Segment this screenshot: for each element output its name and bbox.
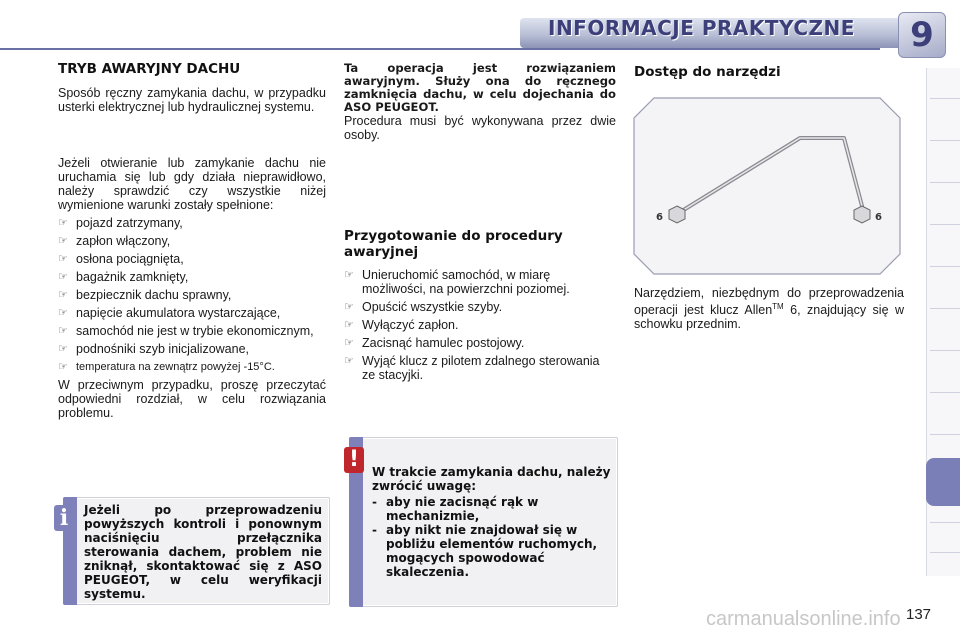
warning-box-title: W trakcie zamykania dachu, należy zwrócić uwagę: [372, 465, 611, 493]
warning-icon: ! [344, 447, 364, 473]
page-number: 137 [906, 606, 932, 623]
list-item: ☞ podnośniki szyb inicjalizowane, [58, 342, 250, 356]
emergency-warning-text: Ta operacja jest rozwiązaniem awaryjnym. Służy ona do ręcznego zamknięcia dachu, w celu dojechania do ASO PEUGEOT. [344, 61, 616, 114]
pointer-icon: ☞ [58, 289, 68, 301]
list-item: ☞ osłona pociągnięta, [58, 252, 184, 266]
caption-text-end: 6, znajdujący się w schowku przednim. [634, 303, 904, 332]
heading-preparation: Przygotowanie do procedury awaryjnej [344, 228, 563, 260]
list-item: ☞ bezpiecznik dachu sprawny, [58, 288, 232, 302]
pointer-icon: ☞ [58, 307, 68, 319]
chapter-tab[interactable] [930, 434, 960, 435]
list-item: ☞ zapłon włączony, [58, 234, 171, 248]
list-item: ☞ bagażnik zamknięty, [58, 270, 189, 284]
section-title: INFORMACJE PRAKTYCZNE [548, 16, 855, 40]
pointer-icon: ☞ [344, 319, 354, 331]
pointer-icon: ☞ [58, 361, 68, 373]
tool-caption [634, 286, 904, 331]
watermark: carmanualsonline.info [706, 608, 901, 630]
pointer-icon: ☞ [344, 355, 354, 367]
pointer-icon: ☞ [58, 217, 68, 229]
pointer-icon: ☞ [58, 271, 68, 283]
chapter-tab[interactable] [930, 98, 960, 99]
column-2 [344, 62, 616, 386]
chapter-tab[interactable] [930, 350, 960, 351]
pointer-icon: ☞ [58, 343, 68, 355]
list-item: ☞ Opuścić wszystkie szyby. [344, 300, 503, 314]
pointer-icon: ☞ [58, 325, 68, 337]
intro-paragraph: Sposób ręczny zamykania dachu, w przypadku usterki elektrycznej lub hydraulicznej systemu. [58, 86, 326, 114]
chapter-number: 9 [910, 15, 934, 55]
chapter-tab[interactable] [930, 392, 960, 393]
warning-item: - aby nie zacisnąć rąk w mechanizmie, [372, 495, 539, 523]
pointer-icon: ☞ [58, 253, 68, 265]
chapter-tab[interactable] [930, 552, 960, 553]
list-item: ☞ Zacisnąć hamulec postojowy. [344, 336, 525, 350]
figure-label: 6 [656, 212, 663, 223]
pointer-icon: ☞ [344, 337, 354, 349]
closing-paragraph: W przeciwnym przypadku, proszę przeczytać odpowiedni rozdział, w celu rozwiązania problemu. [58, 378, 326, 420]
conditions-list [58, 216, 326, 374]
heading-tool-access: Dostęp do narzędzi [634, 64, 781, 80]
list-item: ☞ samochód nie jest w trybie ekonomicznym, [58, 324, 314, 338]
caption-text: Narzędziem, niezbędnym do przeprowadzenia operacji jest klucz Allen [634, 286, 904, 318]
chapter-tab[interactable] [930, 308, 960, 309]
pointer-icon: ☞ [58, 235, 68, 247]
info-box-text: Jeżeli po przeprowadzeniu powyższych kontroli i ponownym naciśnięciu przełącznika sterowania dachem, problem nie zniknął, skontaktować się z ASO PEUGEOT, w celu weryfikacji systemu. [84, 503, 322, 601]
pointer-icon: ☞ [344, 269, 354, 281]
two-person-note: Procedura musi być wykonywana przez dwie osoby. [344, 114, 616, 142]
list-item: ☞ temperatura na zewnątrz powyżej -15°C. [58, 361, 275, 373]
conditions-paragraph: Jeżeli otwieranie lub zamykanie dachu nie uruchamia się lub gdy działa nieprawidłowo, należy sprawdzić czy wszystkie niżej wymienione warunki zostały spełnione: [58, 156, 326, 212]
preparation-steps [344, 268, 616, 382]
header-rule [0, 48, 880, 50]
chapter-tab[interactable] [930, 182, 960, 183]
trademark-mark: TM [772, 302, 784, 311]
heading-emergency-mode: TRYB AWARYJNY DACHU [58, 61, 241, 77]
figure-label: 6 [875, 212, 882, 223]
chapter-tab[interactable] [930, 266, 960, 267]
list-item: ☞ pojazd zatrzymany, [58, 216, 183, 230]
chapter-tab[interactable] [930, 140, 960, 141]
warning-item: - aby nikt nie znajdował się w pobliżu elementów ruchomych, mogących spowodować skaleczenia. [372, 523, 598, 579]
chapter-tab[interactable] [930, 224, 960, 225]
info-icon: i [54, 505, 74, 531]
column-1 [58, 62, 326, 420]
chapter-tab-active[interactable] [926, 458, 960, 506]
warning-box-content [372, 465, 612, 579]
pointer-icon: ☞ [344, 301, 354, 313]
list-item: ☞ Wyjąć klucz z pilotem zdalnego sterowania ze stacyjki. [344, 354, 600, 382]
allen-key-illustration [632, 96, 902, 276]
list-item: ☞ napięcie akumulatora wystarczające, [58, 306, 281, 320]
chapter-tab[interactable] [930, 522, 960, 523]
chapter-badge [898, 12, 946, 58]
list-item: ☞ Wyłączyć zapłon. [344, 318, 459, 332]
list-item: ☞ Unieruchomić samochód, w miarę możliwości, na powierzchni poziomej. [344, 268, 570, 296]
